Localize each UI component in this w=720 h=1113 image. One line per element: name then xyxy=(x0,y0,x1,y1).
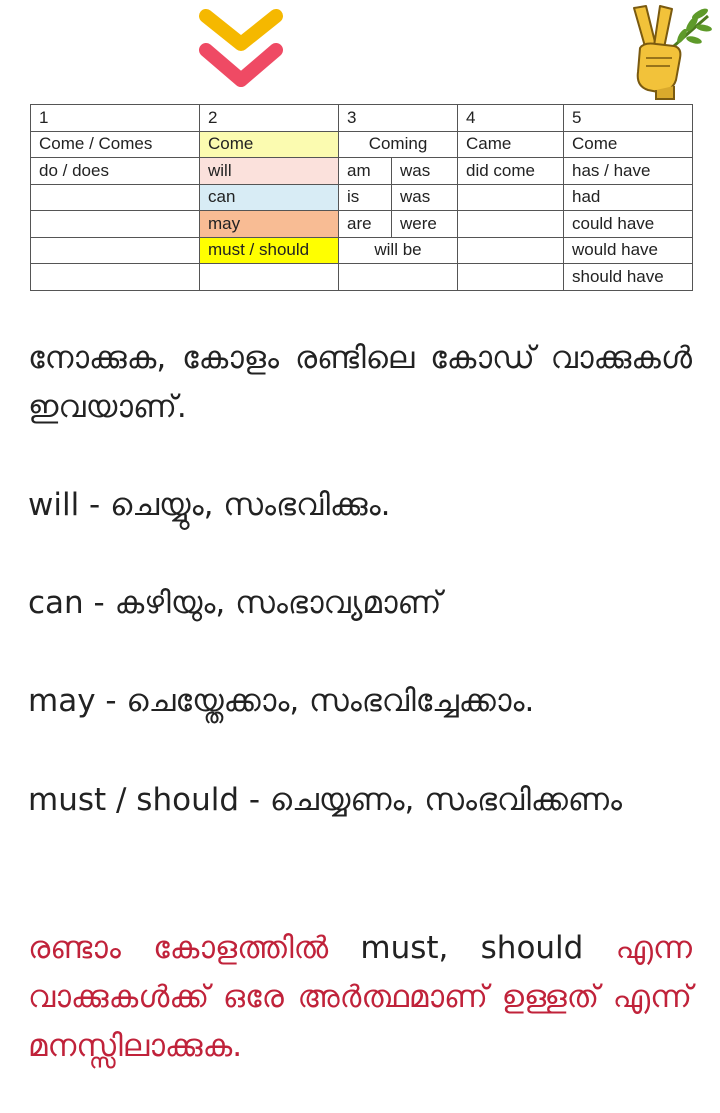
table-row xyxy=(31,184,693,211)
table-cell: 1 xyxy=(31,105,200,132)
table-cell: Came xyxy=(458,131,564,158)
table-cell xyxy=(200,264,339,291)
table-cell xyxy=(31,264,200,291)
note-keywords: must, should xyxy=(360,930,584,966)
table-cell xyxy=(31,184,200,211)
table-cell: 5 xyxy=(564,105,693,132)
table-cell: was xyxy=(392,184,458,211)
table-cell xyxy=(458,237,564,264)
table-cell: were xyxy=(392,211,458,238)
table-cell: is xyxy=(339,184,392,211)
table-cell: did come xyxy=(458,158,564,185)
table-cell xyxy=(31,237,200,264)
table-cell: am xyxy=(339,158,392,185)
table-cell: 4 xyxy=(458,105,564,132)
intro-paragraph: നോക്കുക, കോളം രണ്ടിലെ കോഡ് വാക്കുകൾ ഇവയാണ്. xyxy=(28,340,692,425)
table-cell: should have xyxy=(564,264,693,291)
table-cell: 3 xyxy=(339,105,458,132)
table-cell: Coming xyxy=(339,131,458,158)
table-row xyxy=(31,158,693,185)
table-cell: could have xyxy=(564,211,693,238)
table-cell: Come xyxy=(200,131,339,158)
table-cell xyxy=(339,264,458,291)
note-text-start: രണ്ടാം കോളത്തിൽ xyxy=(28,930,361,966)
note-paragraph xyxy=(28,924,692,1071)
will-paragraph: will - ചെയ്യും, സംഭവിക്കും. xyxy=(28,487,391,523)
table-cell xyxy=(458,184,564,211)
table-cell: 2 xyxy=(200,105,339,132)
verb-table xyxy=(30,104,693,291)
table-row xyxy=(31,105,693,132)
table-cell: do / does xyxy=(31,158,200,185)
table-cell: Come xyxy=(564,131,693,158)
table-cell: are xyxy=(339,211,392,238)
table-cell xyxy=(458,211,564,238)
table-cell: Come / Comes xyxy=(31,131,200,158)
table-cell: will be xyxy=(339,237,458,264)
table-row xyxy=(31,211,693,238)
may-paragraph: may - ചെയ്തേക്കാം, സംഭവിച്ചേക്കാം. xyxy=(28,683,535,719)
note-text-end: എന്ന വാക്കുകൾക്ക് ഒരേ അർത്ഥമാണ് ഉള്ളത് എന്ന് മനസ്സിലാക്കുക. xyxy=(28,930,692,1064)
table-cell: would have xyxy=(564,237,693,264)
table-cell: may xyxy=(200,211,339,238)
table-cell: can xyxy=(200,184,339,211)
table-cell xyxy=(458,264,564,291)
chevron-down-icon xyxy=(196,6,286,96)
table-cell: must / should xyxy=(200,237,339,264)
victory-hand-icon xyxy=(616,0,716,100)
can-paragraph: can - കഴിയും, സംഭാവ്യമാണ് xyxy=(28,585,442,621)
table-row xyxy=(31,237,693,264)
must-paragraph: must / should - ചെയ്യണം, സംഭവിക്കണം xyxy=(28,782,622,818)
table-row xyxy=(31,131,693,158)
table-cell xyxy=(31,211,200,238)
table-cell: will xyxy=(200,158,339,185)
table-cell: was xyxy=(392,158,458,185)
table-cell: has / have xyxy=(564,158,693,185)
table-row xyxy=(31,264,693,291)
table-cell: had xyxy=(564,184,693,211)
